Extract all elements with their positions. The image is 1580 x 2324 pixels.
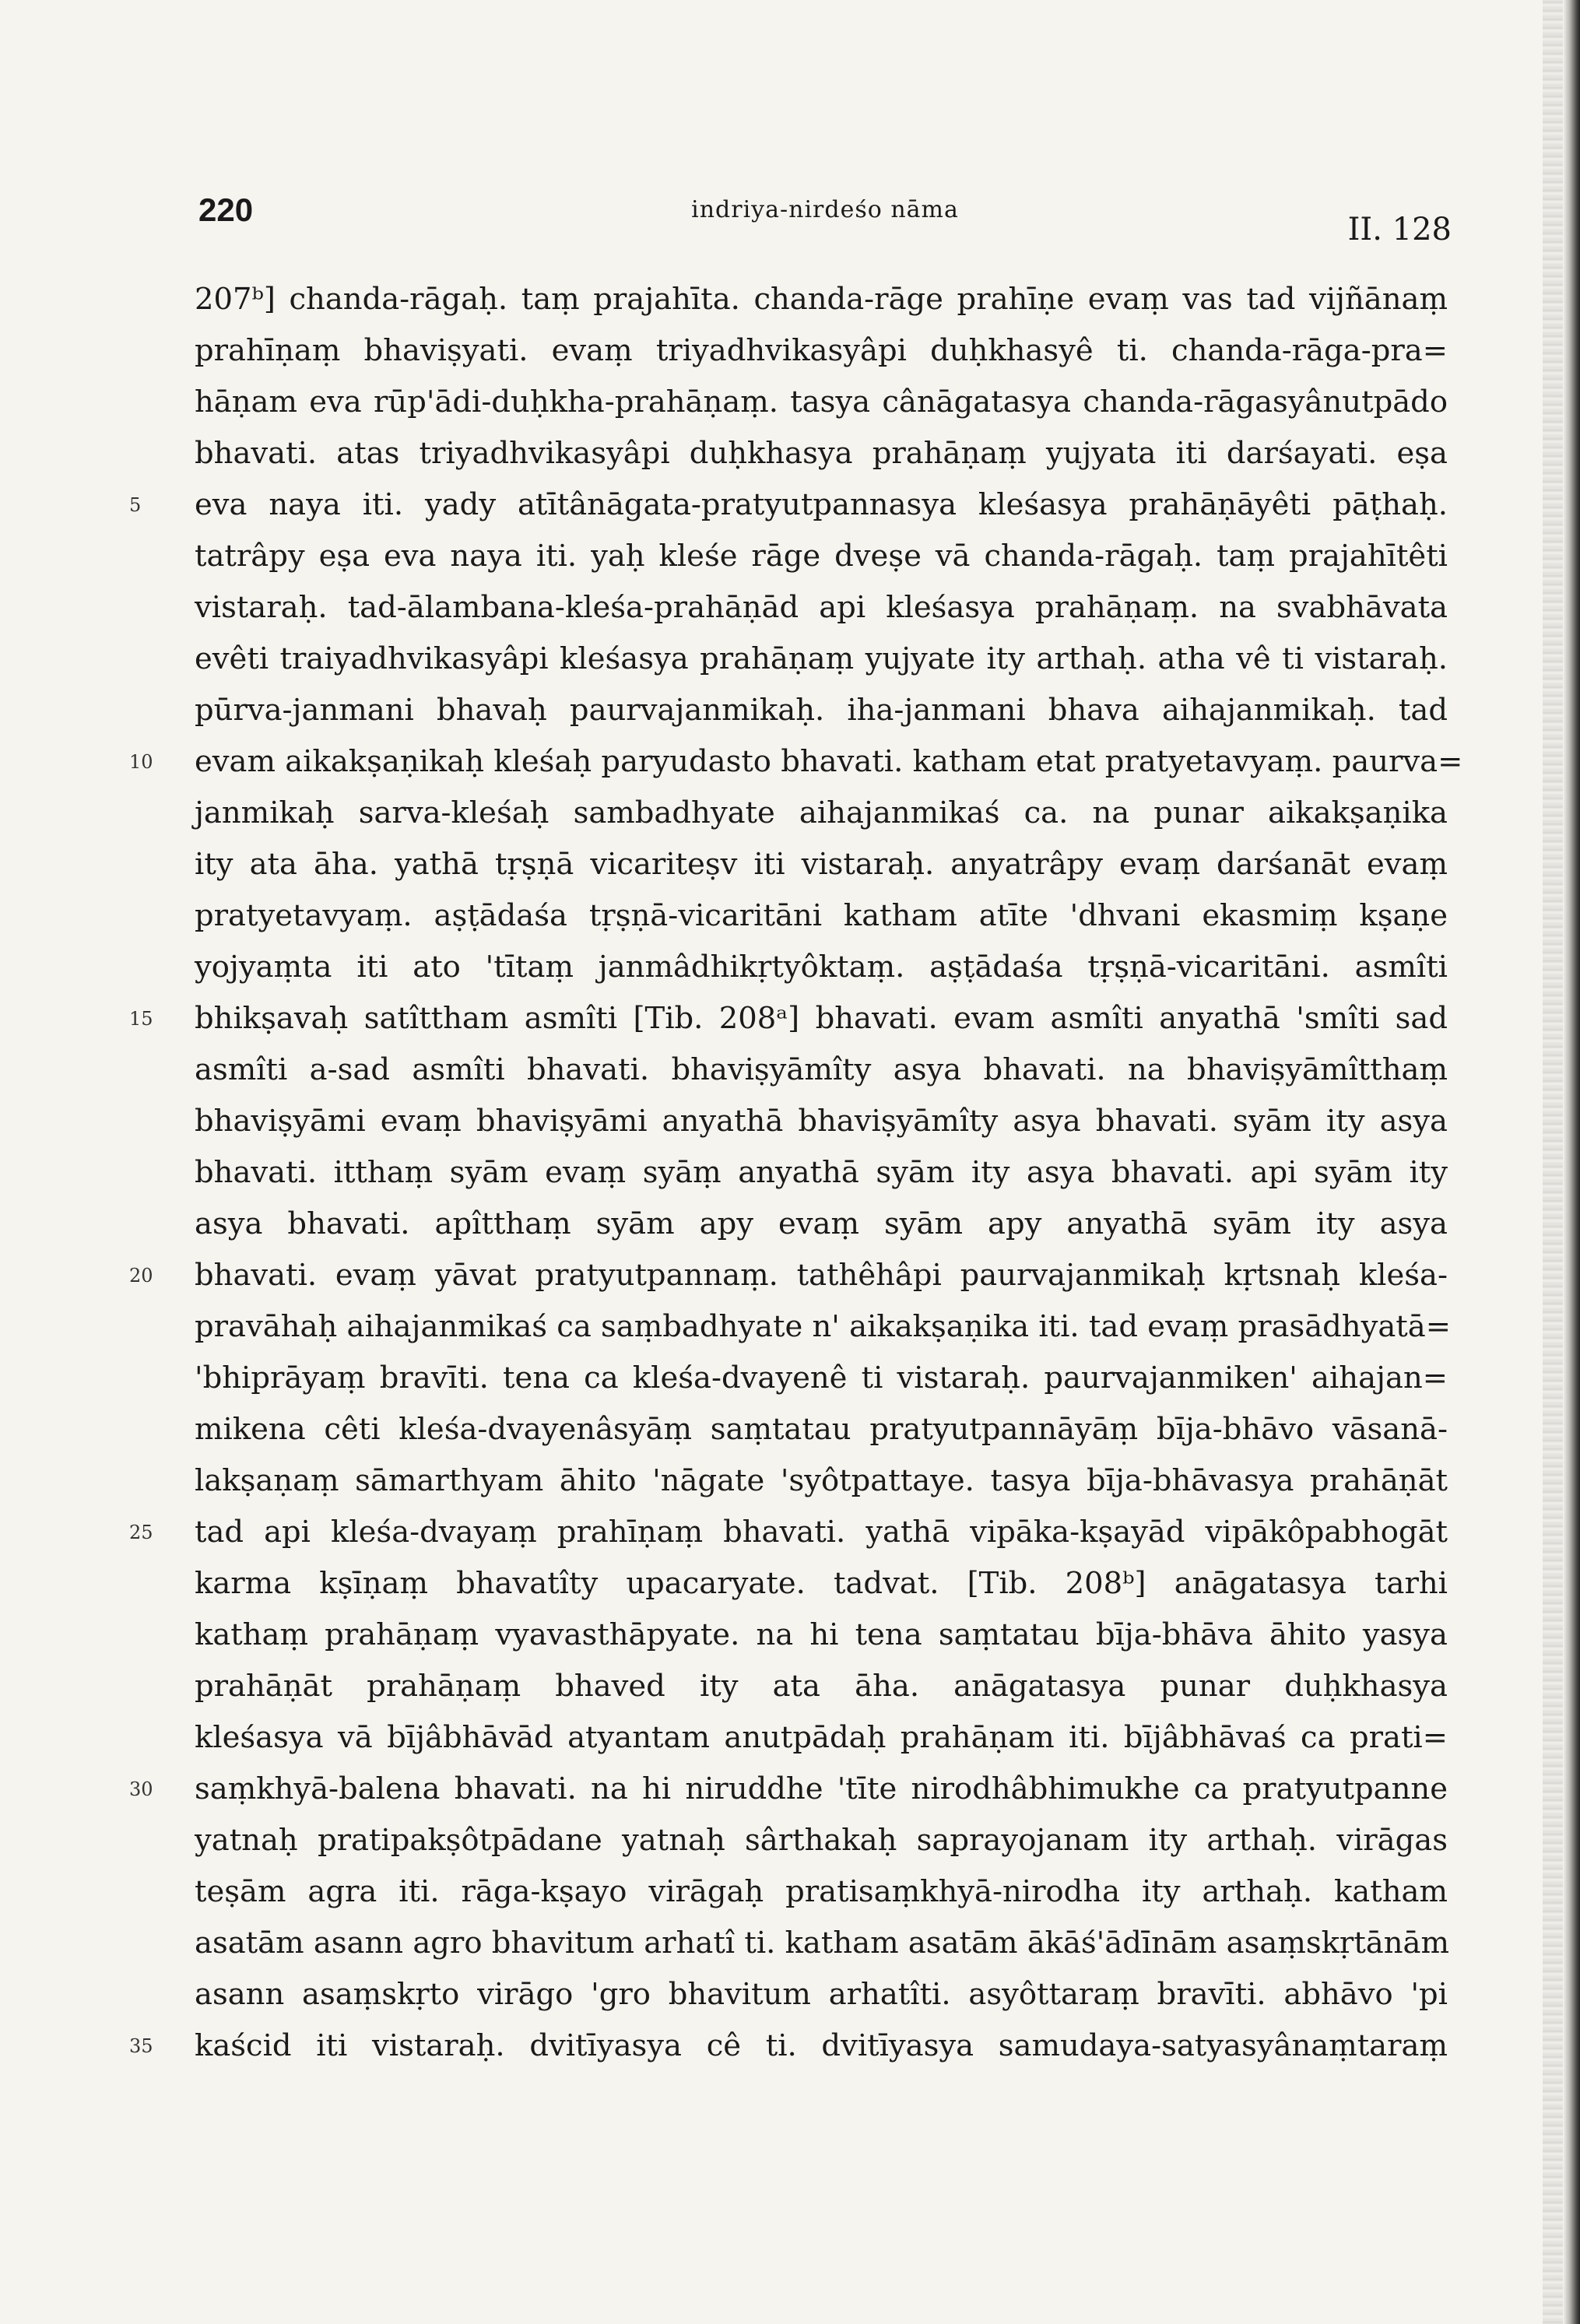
section-reference: II. 128 bbox=[1347, 212, 1452, 247]
text-line bbox=[195, 1558, 1448, 1610]
line-text: kathaṃ prahāṇaṃ vyavasthāpyate. na hi tena saṃtatau bīja-bhāva āhito yasya bbox=[195, 1617, 1448, 1652]
running-header bbox=[198, 191, 1452, 246]
text-line bbox=[195, 1147, 1448, 1199]
text-line bbox=[195, 1661, 1448, 1712]
text-line bbox=[195, 1301, 1451, 1353]
line-text: kleśasya vā bījâbhāvād atyantam anutpādaḥ prahāṇam iti. bījâbhāvaś ca prati= bbox=[195, 1720, 1448, 1755]
line-text: kaścid iti vistaraḥ. dvitīyasya cê ti. dvitīyasya samudaya-satyasyânaṃtaraṃ bbox=[195, 2028, 1448, 2063]
text-line bbox=[195, 788, 1448, 839]
scan-edge-shadow bbox=[1543, 0, 1563, 2324]
line-text: hāṇam eva rūp'ādi-duḥkha-prahāṇaṃ. tasya cânāgatasya chanda-rāgasyânutpādo bbox=[195, 384, 1448, 420]
line-text: pravāhaḥ aihajanmikaś ca saṃbadhyate n' aikakṣaṇika iti. tad evaṃ prasādhyatā= bbox=[195, 1309, 1451, 1344]
text-line bbox=[195, 1918, 1448, 1969]
text-line bbox=[195, 1096, 1448, 1147]
text-line bbox=[129, 2020, 1448, 2072]
line-text: asatām asann agro bhavitum arhatî ti. katham asatām ākāś'ādīnām asaṃskṛtānām bbox=[195, 1926, 1450, 1961]
text-line bbox=[195, 890, 1448, 942]
text-line bbox=[195, 1712, 1448, 1764]
line-text: 'bhiprāyaṃ bravīti. tena ca kleśa-dvayenê ti vistaraḥ. paurvajanmiken' aihajan= bbox=[195, 1360, 1448, 1395]
text-line bbox=[129, 993, 1448, 1044]
page-number: 220 bbox=[198, 191, 254, 228]
text-line bbox=[195, 377, 1448, 428]
line-text: asmîti a-sad asmîti bhavati. bhaviṣyāmîty asya bhavati. na bhaviṣyāmîtthaṃ bbox=[195, 1052, 1448, 1087]
text-line bbox=[129, 736, 1463, 788]
text-line bbox=[129, 1507, 1448, 1558]
line-text: tad api kleśa-dvayaṃ prahīṇaṃ bhavati. yathā vipāka-kṣayād vipākôpabhogāt bbox=[195, 1515, 1448, 1550]
line-text: asya bhavati. apîtthaṃ syām apy evaṃ syām apy anyathā syām ity asya bbox=[195, 1206, 1448, 1241]
text-line bbox=[195, 685, 1448, 736]
line-number: 5 bbox=[129, 494, 142, 516]
line-text: eva naya iti. yady atītânāgata-pratyutpannasya kleśasya prahāṇāyêti pāṭhaḥ. bbox=[195, 487, 1448, 522]
line-text: lakṣaṇaṃ sāmarthyam āhito 'nāgate 'syôtpattaye. tasya bīja-bhāvasya prahāṇāt bbox=[195, 1463, 1448, 1498]
line-text: saṃkhyā-balena bhavati. na hi niruddhe 'tīte nirodhâbhimukhe ca pratyutpanne bbox=[195, 1771, 1448, 1806]
line-text: yatnaḥ pratipakṣôtpādane yatnaḥ sârthakaḥ saprayojanam ity arthaḥ. virāgas bbox=[195, 1823, 1448, 1858]
line-text: ity ata āha. yathā tṛṣṇā vicariteṣv iti vistaraḥ. anyatrâpy evaṃ darśanāt evaṃ bbox=[195, 847, 1448, 882]
text-line bbox=[195, 1866, 1448, 1918]
line-text: 207ᵇ] chanda-rāgaḥ. taṃ prajahīta. chanda-rāge prahīṇe evaṃ vas tad vijñānaṃ bbox=[195, 282, 1448, 317]
text-line bbox=[195, 1353, 1448, 1404]
text-line bbox=[195, 634, 1448, 685]
line-number: 20 bbox=[129, 1265, 153, 1287]
text-line bbox=[195, 942, 1448, 993]
line-number: 10 bbox=[129, 751, 153, 773]
line-text: asann asaṃskṛto virāgo 'gro bhavitum arhatîti. asyôttaraṃ bravīti. abhāvo 'pi bbox=[195, 1977, 1448, 2012]
scan-edge bbox=[1563, 0, 1580, 2324]
line-number: 15 bbox=[129, 1008, 153, 1030]
line-text: prahīṇaṃ bhaviṣyati. evaṃ triyadhvikasyâpi duḥkhasyê ti. chanda-rāga-pra= bbox=[195, 333, 1448, 368]
text-line bbox=[195, 1044, 1448, 1096]
text-line bbox=[129, 479, 1448, 531]
text-line bbox=[195, 1815, 1448, 1866]
line-text: vistaraḥ. tad-ālambana-kleśa-prahāṇād api kleśasya prahāṇaṃ. na svabhāvata bbox=[195, 590, 1448, 625]
line-text: mikena cêti kleśa-dvayenâsyāṃ saṃtatau pratyutpannāyāṃ bīja-bhāvo vāsanā- bbox=[195, 1412, 1448, 1447]
line-number: 30 bbox=[129, 1778, 153, 1800]
line-text: janmikaḥ sarva-kleśaḥ sambadhyate aihajanmikaś ca. na punar aikakṣaṇika bbox=[195, 795, 1448, 830]
text-line bbox=[195, 274, 1448, 325]
text-line bbox=[195, 1969, 1448, 2020]
text-line bbox=[195, 325, 1448, 377]
text-line bbox=[195, 839, 1448, 890]
text-line bbox=[195, 1610, 1448, 1661]
line-text: prahāṇāt prahāṇaṃ bhaved ity ata āha. anāgatasya punar duḥkhasya bbox=[195, 1669, 1448, 1704]
text-line bbox=[195, 1404, 1448, 1455]
line-number: 35 bbox=[129, 2035, 153, 2057]
text-line bbox=[195, 531, 1448, 582]
line-text: bhavati. itthaṃ syām evaṃ syāṃ anyathā syām ity asya bhavati. api syām ity bbox=[195, 1155, 1448, 1190]
line-text: bhaviṣyāmi evaṃ bhaviṣyāmi anyathā bhaviṣyāmîty asya bhavati. syām ity asya bbox=[195, 1104, 1448, 1139]
line-text: pūrva-janmani bhavaḥ paurvajanmikaḥ. iha-janmani bhava aihajanmikaḥ. tad bbox=[195, 693, 1448, 728]
line-text: evam aikakṣaṇikaḥ kleśaḥ paryudasto bhavati. katham etat pratyetavyaṃ. paurva= bbox=[195, 744, 1463, 779]
line-text: yojyaṃta iti ato 'tītaṃ janmâdhikṛtyôktaṃ. aṣṭādaśa tṛṣṇā-vicaritāni. asmîti bbox=[195, 950, 1448, 985]
line-text: bhavati. atas triyadhvikasyâpi duḥkhasya prahāṇaṃ yujyata iti darśayati. eṣa bbox=[195, 436, 1448, 471]
text-line bbox=[195, 1199, 1448, 1250]
main-text bbox=[129, 274, 1463, 2072]
line-text: pratyetavyaṃ. aṣṭādaśa tṛṣṇā-vicaritāni katham atīte 'dhvani ekasmiṃ kṣaṇe bbox=[195, 898, 1448, 933]
text-line bbox=[129, 1764, 1448, 1815]
running-title: indriya-nirdeśo nāma bbox=[691, 196, 959, 223]
line-text: tatrâpy eṣa eva naya iti. yaḥ kleśe rāge dveṣe vā chanda-rāgaḥ. taṃ prajahītêti bbox=[195, 539, 1448, 574]
text-line bbox=[195, 582, 1448, 634]
line-text: karma kṣīṇaṃ bhavatîty upacaryate. tadvat. [Tib. 208ᵇ] anāgatasya tarhi bbox=[195, 1566, 1448, 1601]
line-number: 25 bbox=[129, 1522, 153, 1543]
line-text: bhikṣavaḥ satîttham asmîti [Tib. 208ᵃ] bhavati. evam asmîti anyathā 'smîti sad bbox=[195, 1001, 1448, 1036]
line-text: evêti traiyadhvikasyâpi kleśasya prahāṇaṃ yujyate ity arthaḥ. atha vê ti vistaraḥ. bbox=[195, 641, 1448, 676]
text-line bbox=[129, 1250, 1448, 1301]
text-line bbox=[195, 1455, 1448, 1507]
line-text: bhavati. evaṃ yāvat pratyutpannaṃ. tathêhâpi paurvajanmikaḥ kṛtsnaḥ kleśa- bbox=[195, 1258, 1448, 1293]
line-text: teṣām agra iti. rāga-kṣayo virāgaḥ pratisaṃkhyā-nirodha ity arthaḥ. katham bbox=[195, 1874, 1448, 1909]
text-line bbox=[195, 428, 1448, 479]
